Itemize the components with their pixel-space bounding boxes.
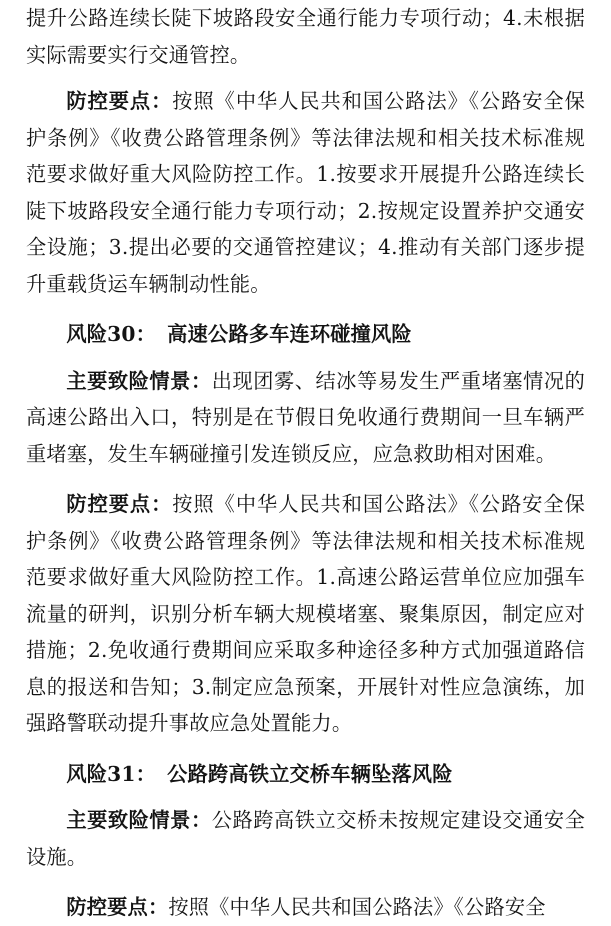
- label-prevention-points: 防控要点：: [66, 89, 173, 113]
- paragraph-text: 按照《中华人民共和国公路法》《公路安全保护条例》《收费公路管理条例》等法律法规和相关技术标准规范要求做好重大风险防控工作。1.按要求开展提升公路连续长陡下坡路段安全通行能力专项行动；2.按规定设置养护交通安全设施；3.提出必要的交通管控建议；4.推动有关部门逐步提升重载货运车辆制动性能。: [26, 89, 585, 296]
- risk-title: 公路跨高铁立交桥车辆坠落风险: [167, 761, 453, 786]
- risk-title: 高速公路多车连环碰撞风险: [167, 322, 412, 346]
- spacer: [26, 472, 585, 486]
- paragraph-prevention-points-30: [26, 486, 585, 742]
- paragraph-scenario-31: [26, 802, 585, 875]
- spacer: [26, 353, 585, 363]
- spacer: [26, 792, 585, 802]
- label-main-scenario: 主要致险情景：: [66, 368, 212, 393]
- label-prevention-points: 防控要点：: [66, 895, 169, 919]
- risk-number: 风险31：: [66, 761, 157, 786]
- label-prevention-points: 防控要点：: [66, 492, 173, 516]
- risk-number: 风险30：: [66, 322, 157, 346]
- spacer: [26, 73, 585, 83]
- paragraph-prevention-points-29: [26, 83, 585, 302]
- paragraph-continued-top: 提升公路连续长陡下坡路段安全通行能力专项行动；4.未根据实际需要实行交通管控。: [26, 6, 585, 67]
- paragraph-text: 出现团雾、结冰等易发生严重堵塞情况的高速公路出入口，特别是在节假日免收通行费期间一旦车辆严重堵塞，发生车辆碰撞引发连锁反应，应急救助相对困难。: [26, 368, 585, 466]
- spacer: [26, 302, 585, 316]
- paragraph-text: 按照《中华人民共和国公路法》《公路安全保护条例》《收费公路管理条例》等法律法规和相关技术标准规范要求做好重大风险防控工作。1.高速公路运营单位应加强车流量的研判，识别分析车辆大规模堵塞、聚集原因，制定应对措施；2.免收通行费期间应采取多种途径多种方式加强道路信息的报送和告知；3.制定应急预案，开展针对性应急演练，加强路警联动提升事故应急处置能力。: [26, 492, 585, 735]
- paragraph-scenario-30: [26, 363, 585, 473]
- paragraph-text: 按照《中华人民共和国公路法》《公路安全: [168, 895, 546, 919]
- paragraph-prevention-points-31: [26, 889, 585, 926]
- spacer: [26, 875, 585, 889]
- paragraph-text: 公路跨高铁立交桥未按规定建设交通安全设施。: [26, 808, 585, 869]
- spacer: [26, 742, 585, 756]
- label-main-scenario: 主要致险情景：: [66, 808, 212, 832]
- heading-risk-31: [26, 756, 585, 793]
- heading-risk-30: [26, 316, 585, 353]
